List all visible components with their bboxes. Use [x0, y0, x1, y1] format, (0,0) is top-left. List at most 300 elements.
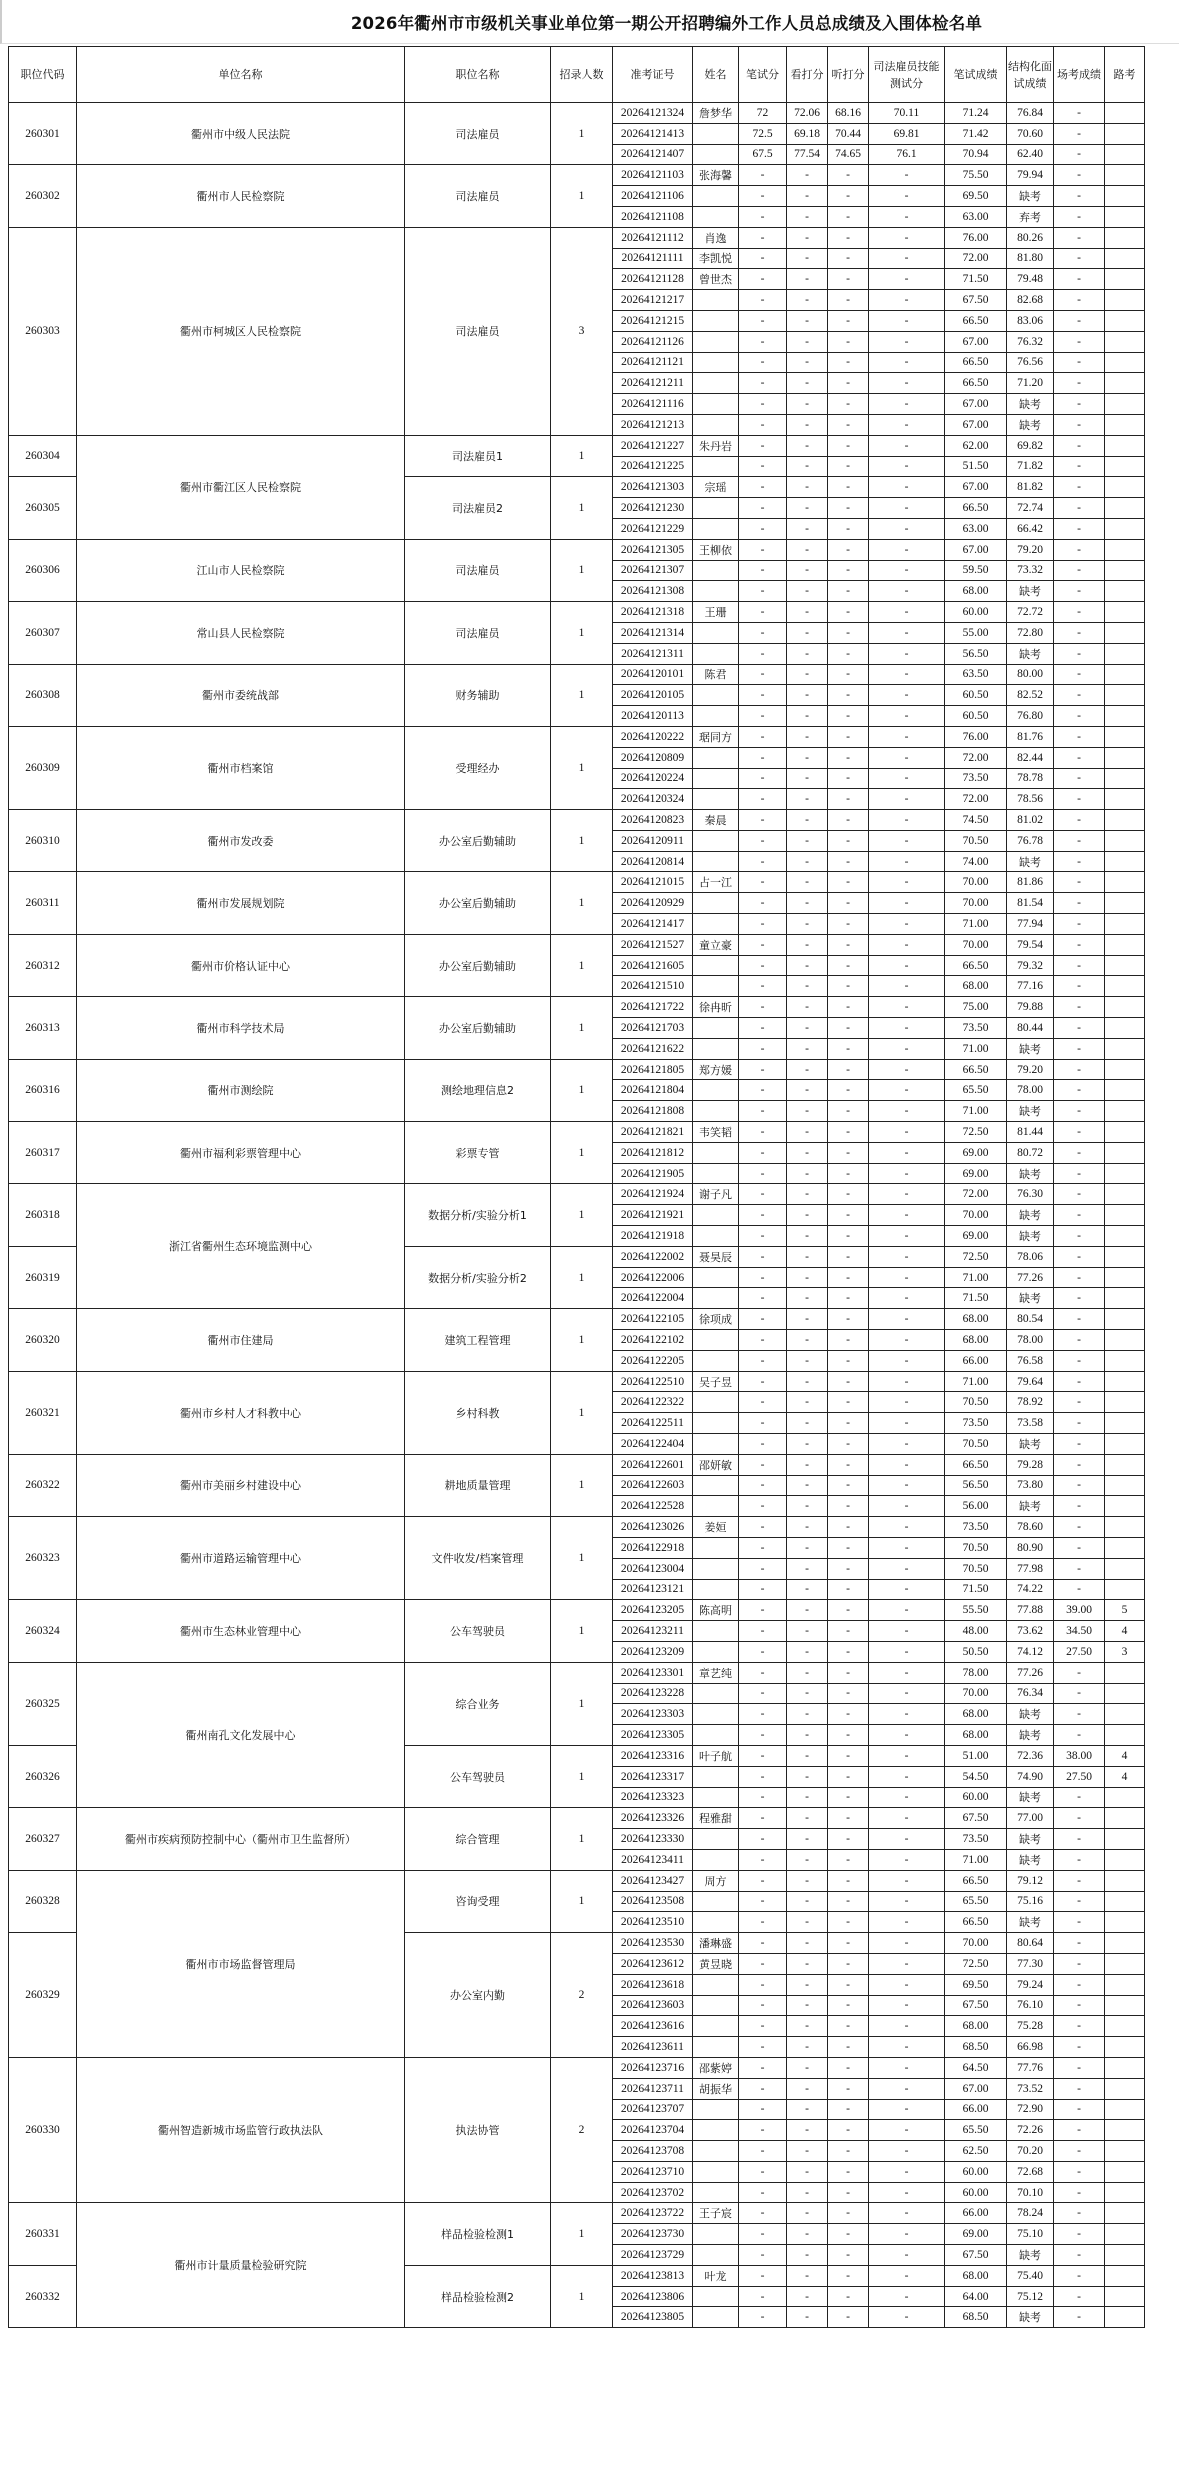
cell-written: - [739, 1309, 787, 1330]
cell-written-result: 71.50 [945, 1579, 1007, 1600]
cell-listen: - [828, 872, 869, 893]
position-code: 260303 [9, 227, 77, 435]
cell-interview: 77.16 [1007, 976, 1054, 997]
cell-name [693, 1641, 739, 1662]
cell-interview: 72.72 [1007, 602, 1054, 623]
cell-written-result: 66.00 [945, 2203, 1007, 2224]
cell-ticket: 20264121311 [613, 643, 693, 664]
cell-view: - [787, 2224, 828, 2245]
cell-listen: - [828, 851, 869, 872]
cell-written: - [739, 1122, 787, 1143]
cell-written: - [739, 1704, 787, 1725]
cell-road [1105, 1829, 1145, 1850]
cell-written-result: 67.00 [945, 2078, 1007, 2099]
cell-skill: - [869, 2265, 945, 2286]
cell-written-result: 70.00 [945, 1933, 1007, 1954]
cell-skill: - [869, 560, 945, 581]
cell-field: - [1054, 830, 1105, 851]
quota: 1 [551, 934, 613, 996]
cell-road [1105, 1434, 1145, 1455]
cell-skill: - [869, 1808, 945, 1829]
cell-written: - [739, 2161, 787, 2182]
cell-skill: - [869, 1038, 945, 1059]
cell-listen: - [828, 1267, 869, 1288]
cell-interview: 80.44 [1007, 1018, 1054, 1039]
cell-road [1105, 1808, 1145, 1829]
cell-ticket: 20264123707 [613, 2099, 693, 2120]
cell-view: - [787, 747, 828, 768]
cell-road [1105, 498, 1145, 519]
cell-interview: 75.40 [1007, 2265, 1054, 2286]
cell-listen: - [828, 1787, 869, 1808]
cell-name: 谢子凡 [693, 1184, 739, 1205]
position-title: 司法雇员 [405, 602, 551, 664]
cell-listen: - [828, 1350, 869, 1371]
cell-listen: - [828, 1662, 869, 1683]
position-code: 260307 [9, 602, 77, 664]
cell-ticket: 20264122528 [613, 1496, 693, 1517]
position-code: 260327 [9, 1808, 77, 1870]
cell-skill: - [869, 2286, 945, 2307]
cell-name [693, 518, 739, 539]
cell-road [1105, 1725, 1145, 1746]
cell-listen: - [828, 602, 869, 623]
cell-written: - [739, 498, 787, 519]
cell-written-result: 54.50 [945, 1766, 1007, 1787]
cell-skill: - [869, 1517, 945, 1538]
cell-field: - [1054, 2161, 1105, 2182]
cell-written: - [739, 893, 787, 914]
cell-view: - [787, 1246, 828, 1267]
cell-ticket: 20264121527 [613, 934, 693, 955]
cell-view: - [787, 976, 828, 997]
cell-name: 韦笑韬 [693, 1122, 739, 1143]
cell-field: - [1054, 269, 1105, 290]
cell-skill: - [869, 248, 945, 269]
cell-road [1105, 789, 1145, 810]
cell-field: - [1054, 726, 1105, 747]
cell-road [1105, 934, 1145, 955]
cell-written: - [739, 352, 787, 373]
cell-view: - [787, 186, 828, 207]
cell-skill: - [869, 1018, 945, 1039]
cell-view: - [787, 206, 828, 227]
table-row [9, 1059, 1145, 1080]
cell-name: 聂昊辰 [693, 1246, 739, 1267]
unit-name: 衢州市档案馆 [77, 726, 405, 809]
position-title: 样品检验检测1 [405, 2203, 551, 2265]
cell-interview: 82.44 [1007, 747, 1054, 768]
cell-written: - [739, 581, 787, 602]
cell-road [1105, 1974, 1145, 1995]
cell-name [693, 1101, 739, 1122]
cell-ticket: 20264121111 [613, 248, 693, 269]
cell-written-result: 66.50 [945, 1912, 1007, 1933]
cell-skill: - [869, 768, 945, 789]
cell-view: - [787, 1745, 828, 1766]
cell-field: 38.00 [1054, 1745, 1105, 1766]
cell-road [1105, 123, 1145, 144]
cell-interview: 缺考 [1007, 2245, 1054, 2266]
cell-interview: 78.60 [1007, 1517, 1054, 1538]
cell-listen: - [828, 2057, 869, 2078]
cell-listen: - [828, 893, 869, 914]
cell-ticket: 20264123330 [613, 1829, 693, 1850]
cell-ticket: 20264120224 [613, 768, 693, 789]
cell-interview: 78.24 [1007, 2203, 1054, 2224]
cell-ticket: 20264123326 [613, 1808, 693, 1829]
cell-road [1105, 290, 1145, 311]
cell-written-result: 71.00 [945, 1101, 1007, 1122]
cell-ticket: 20264121215 [613, 310, 693, 331]
cell-ticket: 20264122511 [613, 1413, 693, 1434]
cell-listen: - [828, 643, 869, 664]
cell-skill: - [869, 1080, 945, 1101]
cell-view: - [787, 602, 828, 623]
cell-listen: - [828, 830, 869, 851]
cell-listen: - [828, 1184, 869, 1205]
cell-written: - [739, 768, 787, 789]
cell-field: 27.50 [1054, 1641, 1105, 1662]
cell-written-result: 67.00 [945, 539, 1007, 560]
cell-field: - [1054, 1891, 1105, 1912]
cell-interview: 76.10 [1007, 1995, 1054, 2016]
cell-written-result: 71.00 [945, 1267, 1007, 1288]
position-title: 司法雇员 [405, 165, 551, 227]
cell-written-result: 69.00 [945, 2224, 1007, 2245]
position-code: 260332 [9, 2265, 77, 2327]
column-header-written-result: 笔试成绩 [945, 47, 1007, 103]
cell-written: - [739, 165, 787, 186]
cell-road [1105, 602, 1145, 623]
cell-road [1105, 1413, 1145, 1434]
cell-interview: 71.20 [1007, 373, 1054, 394]
cell-road [1105, 851, 1145, 872]
cell-written-result: 72.00 [945, 789, 1007, 810]
cell-road [1105, 1205, 1145, 1226]
cell-interview: 66.98 [1007, 2037, 1054, 2058]
cell-ticket: 20264121703 [613, 1018, 693, 1039]
position-title: 文件收发/档案管理 [405, 1517, 551, 1600]
cell-view: - [787, 1829, 828, 1850]
cell-listen: - [828, 373, 869, 394]
cell-listen: - [828, 1205, 869, 1226]
cell-name [693, 1579, 739, 1600]
cell-name [693, 643, 739, 664]
cell-name [693, 2286, 739, 2307]
cell-view: - [787, 1995, 828, 2016]
cell-road [1105, 2224, 1145, 2245]
cell-skill: - [869, 914, 945, 935]
cell-name [693, 1205, 739, 1226]
cell-ticket: 20264123530 [613, 1933, 693, 1954]
cell-skill: - [869, 518, 945, 539]
cell-interview: 缺考 [1007, 414, 1054, 435]
cell-written-result: 64.50 [945, 2057, 1007, 2078]
column-header-written-score: 笔试分 [739, 47, 787, 103]
cell-ticket: 20264123305 [613, 1725, 693, 1746]
cell-field: - [1054, 1309, 1105, 1330]
cell-interview: 74.22 [1007, 1579, 1054, 1600]
cell-interview: 80.54 [1007, 1309, 1054, 1330]
cell-listen: - [828, 1829, 869, 1850]
cell-interview: 缺考 [1007, 1434, 1054, 1455]
cell-skill: - [869, 1953, 945, 1974]
cell-field: - [1054, 1330, 1105, 1351]
cell-skill: - [869, 706, 945, 727]
cell-listen: - [828, 1122, 869, 1143]
cell-field: - [1054, 1849, 1105, 1870]
cell-view: - [787, 706, 828, 727]
cell-view: - [787, 1267, 828, 1288]
cell-interview: 75.28 [1007, 2016, 1054, 2037]
cell-skill: - [869, 1787, 945, 1808]
cell-interview: 81.76 [1007, 726, 1054, 747]
cell-name [693, 1413, 739, 1434]
cell-ticket: 20264123704 [613, 2120, 693, 2141]
cell-ticket: 20264123805 [613, 2307, 693, 2328]
cell-skill: - [869, 2203, 945, 2224]
position-code: 260302 [9, 165, 77, 227]
cell-ticket: 20264121413 [613, 123, 693, 144]
cell-ticket: 20264121918 [613, 1226, 693, 1247]
cell-listen: - [828, 2265, 869, 2286]
unit-name: 衢州南孔文化发展中心 [77, 1662, 405, 1808]
cell-interview: 76.32 [1007, 331, 1054, 352]
cell-field: - [1054, 1101, 1105, 1122]
position-code: 260305 [9, 477, 77, 539]
cell-field: - [1054, 123, 1105, 144]
cell-skill: - [869, 1163, 945, 1184]
unit-name: 衢州智造新城市场监管行政执法队 [77, 2057, 405, 2203]
cell-written-result: 76.00 [945, 227, 1007, 248]
cell-view: - [787, 872, 828, 893]
cell-view: - [787, 768, 828, 789]
cell-listen: - [828, 269, 869, 290]
cell-name: 肖逸 [693, 227, 739, 248]
cell-view: - [787, 1662, 828, 1683]
cell-name: 程雅甜 [693, 1808, 739, 1829]
cell-ticket: 20264121808 [613, 1101, 693, 1122]
cell-name [693, 1974, 739, 1995]
cell-written: - [739, 2016, 787, 2037]
cell-listen: - [828, 1725, 869, 1746]
table-row [9, 165, 1145, 186]
cell-listen: - [828, 1995, 869, 2016]
cell-ticket: 20264123711 [613, 2078, 693, 2099]
cell-skill: 70.11 [869, 103, 945, 124]
quota: 1 [551, 664, 613, 726]
cell-interview: 82.68 [1007, 290, 1054, 311]
table-row [9, 539, 1145, 560]
cell-view: - [787, 456, 828, 477]
cell-road [1105, 2141, 1145, 2162]
cell-listen: - [828, 622, 869, 643]
cell-ticket: 20264123026 [613, 1517, 693, 1538]
position-code: 260328 [9, 1870, 77, 1932]
cell-field: - [1054, 227, 1105, 248]
cell-view: - [787, 248, 828, 269]
cell-written: - [739, 1662, 787, 1683]
cell-view: - [787, 1517, 828, 1538]
cell-interview: 80.72 [1007, 1142, 1054, 1163]
cell-field: - [1054, 602, 1105, 623]
cell-view: - [787, 2016, 828, 2037]
cell-field: - [1054, 997, 1105, 1018]
position-title: 公车驾驶员 [405, 1745, 551, 1807]
cell-view: - [787, 1870, 828, 1891]
cell-name [693, 1038, 739, 1059]
cell-listen: - [828, 685, 869, 706]
cell-view: - [787, 789, 828, 810]
cell-ticket: 20264121622 [613, 1038, 693, 1059]
cell-road [1105, 2057, 1145, 2078]
cell-ticket: 20264123427 [613, 1870, 693, 1891]
cell-written-result: 73.50 [945, 1018, 1007, 1039]
cell-field: - [1054, 685, 1105, 706]
cell-ticket: 20264121106 [613, 186, 693, 207]
cell-listen: - [828, 1101, 869, 1122]
cell-ticket: 20264123508 [613, 1891, 693, 1912]
cell-name [693, 1683, 739, 1704]
cell-ticket: 20264121307 [613, 560, 693, 581]
cell-listen: - [828, 1621, 869, 1642]
table-row [9, 2203, 1145, 2224]
cell-interview: 75.12 [1007, 2286, 1054, 2307]
cell-view: - [787, 498, 828, 519]
cell-field: - [1054, 518, 1105, 539]
cell-field: - [1054, 2286, 1105, 2307]
cell-view: - [787, 1434, 828, 1455]
cell-written: - [739, 1912, 787, 1933]
cell-road [1105, 1101, 1145, 1122]
cell-view: - [787, 1933, 828, 1954]
cell-name [693, 1558, 739, 1579]
cell-name [693, 2307, 739, 2328]
cell-written-result: 72.50 [945, 1122, 1007, 1143]
cell-listen: - [828, 1475, 869, 1496]
cell-name [693, 1018, 739, 1039]
position-code: 260317 [9, 1122, 77, 1184]
cell-interview: 缺考 [1007, 1704, 1054, 1725]
cell-listen: - [828, 2245, 869, 2266]
cell-skill: - [869, 2078, 945, 2099]
cell-written: - [739, 2120, 787, 2141]
cell-written-result: 70.00 [945, 872, 1007, 893]
cell-name [693, 2182, 739, 2203]
cell-skill: - [869, 1226, 945, 1247]
cell-field: - [1054, 1475, 1105, 1496]
cell-ticket: 20264122002 [613, 1246, 693, 1267]
cell-road [1105, 1454, 1145, 1475]
cell-written-result: 60.50 [945, 706, 1007, 727]
cell-written: - [739, 1766, 787, 1787]
unit-name: 衢州市市场监督管理局 [77, 1870, 405, 2057]
cell-interview: 73.52 [1007, 2078, 1054, 2099]
cell-listen: - [828, 1059, 869, 1080]
cell-written-result: 68.00 [945, 1725, 1007, 1746]
cell-ticket: 20264121314 [613, 622, 693, 643]
cell-written-result: 73.50 [945, 1517, 1007, 1538]
cell-written-result: 70.50 [945, 1434, 1007, 1455]
cell-name [693, 685, 739, 706]
cell-name [693, 1163, 739, 1184]
cell-interview: 74.12 [1007, 1641, 1054, 1662]
unit-name: 衢州市价格认证中心 [77, 934, 405, 996]
cell-road [1105, 1517, 1145, 1538]
cell-listen: - [828, 1537, 869, 1558]
cell-field: - [1054, 310, 1105, 331]
cell-field: - [1054, 1725, 1105, 1746]
cell-written-result: 72.00 [945, 248, 1007, 269]
cell-field: - [1054, 1558, 1105, 1579]
cell-written: - [739, 394, 787, 415]
cell-skill: - [869, 664, 945, 685]
cell-field: - [1054, 414, 1105, 435]
cell-road [1105, 1579, 1145, 1600]
cell-written: - [739, 830, 787, 851]
cell-view: - [787, 1184, 828, 1205]
cell-field: - [1054, 1808, 1105, 1829]
cell-written: - [739, 747, 787, 768]
cell-view: - [787, 1558, 828, 1579]
cell-skill: - [869, 1662, 945, 1683]
cell-written-result: 69.00 [945, 1142, 1007, 1163]
cell-view: - [787, 2286, 828, 2307]
quota: 1 [551, 1870, 613, 1932]
table-row [9, 602, 1145, 623]
cell-skill: - [869, 872, 945, 893]
cell-written: - [739, 2203, 787, 2224]
cell-road [1105, 1933, 1145, 1954]
cell-interview: 缺考 [1007, 851, 1054, 872]
cell-ticket: 20264123303 [613, 1704, 693, 1725]
cell-field: - [1054, 1496, 1105, 1517]
cell-field: - [1054, 1392, 1105, 1413]
cell-ticket: 20264121324 [613, 103, 693, 124]
cell-written: - [739, 290, 787, 311]
cell-written-result: 65.50 [945, 2120, 1007, 2141]
cell-view: - [787, 997, 828, 1018]
cell-road [1105, 685, 1145, 706]
cell-skill: - [869, 1683, 945, 1704]
cell-view: - [787, 1766, 828, 1787]
cell-written-result: 67.50 [945, 2245, 1007, 2266]
cell-listen: - [828, 2016, 869, 2037]
cell-field: - [1054, 331, 1105, 352]
column-header-name: 姓名 [693, 47, 739, 103]
cell-interview: 73.32 [1007, 560, 1054, 581]
cell-written: - [739, 955, 787, 976]
cell-skill: - [869, 290, 945, 311]
cell-listen: - [828, 1766, 869, 1787]
cell-skill: - [869, 2141, 945, 2162]
cell-name [693, 2141, 739, 2162]
position-code: 260325 [9, 1662, 77, 1745]
cell-written-result: 55.00 [945, 622, 1007, 643]
cell-listen: 74.65 [828, 144, 869, 165]
cell-written-result: 68.00 [945, 2016, 1007, 2037]
cell-ticket: 20264122102 [613, 1330, 693, 1351]
cell-written-result: 69.50 [945, 1974, 1007, 1995]
cell-skill: - [869, 1829, 945, 1850]
cell-listen: - [828, 706, 869, 727]
cell-written: - [739, 789, 787, 810]
cell-written: - [739, 934, 787, 955]
cell-listen: - [828, 477, 869, 498]
cell-interview: 72.90 [1007, 2099, 1054, 2120]
cell-road: 4 [1105, 1621, 1145, 1642]
